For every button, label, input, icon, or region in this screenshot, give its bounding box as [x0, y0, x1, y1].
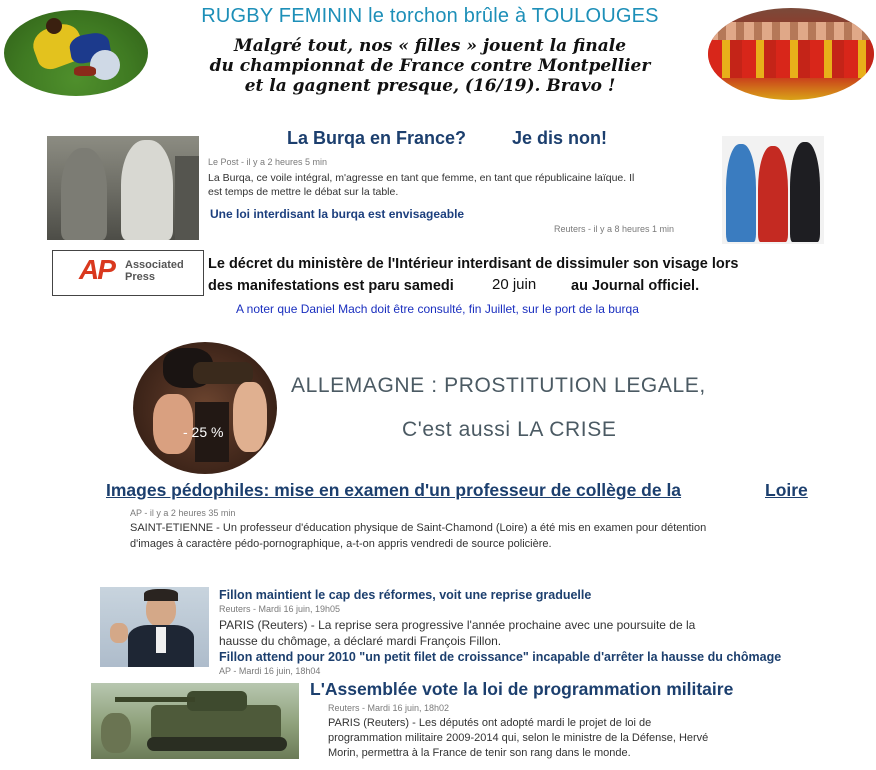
burqa-link-source: Reuters - il y a 8 heures 1 min — [554, 224, 675, 234]
decree-date: 20 juin — [492, 276, 537, 293]
burqa-body-line-2: est temps de mettre le débat sur la table. — [208, 186, 399, 198]
military-source: Reuters - Mardi 16 juin, 18h02 — [328, 703, 450, 713]
fillon-source-2: AP - Mardi 16 juin, 18h04 — [219, 666, 321, 676]
rugby-line-3: et la gagnent presque, (16/19). Bravo ! — [244, 76, 616, 96]
mach-note: A noter que Daniel Mach doit être consulté, fin Juillet, sur le port de la burqa — [236, 302, 639, 316]
rugby-line-1: Malgré tout, nos « filles » jouent la finale — [233, 36, 627, 56]
fillon-body-line-1: PARIS (Reuters) - La reprise sera progressive l'année prochaine avec une poursuite de la — [219, 618, 696, 632]
fillon-body-line-2: hausse du chômage, a déclaré mardi François Fillon. — [219, 634, 502, 648]
military-body-line-3: Morin, permettra à la France de tenir son rang dans le monde. — [328, 747, 631, 759]
rugby-team-photo — [708, 8, 874, 100]
fillon-source: Reuters - Mardi 16 juin, 19h05 — [219, 604, 341, 614]
pedo-body-line-1: SAINT-ETIENNE - Un professeur d'éducation physique de Saint-Chamond (Loire) a été mis en examen pour détention — [130, 522, 707, 534]
ap-logo-line-1: Associated — [125, 259, 184, 271]
ap-logo-line-2: Press — [125, 271, 155, 283]
burqa-body-line-1: La Burqa, ce voile intégral, m'agresse en tant que femme, en tant que républicaine laïque. Il — [208, 172, 635, 184]
pedo-headline-end[interactable]: Loire — [765, 480, 808, 500]
burqa-opinion: Je dis non! — [512, 128, 608, 148]
allemagne-line-1: ALLEMAGNE : PROSTITUTION LEGALE, — [291, 374, 706, 397]
prostitution-photo — [133, 342, 277, 474]
allemagne-line-2: C'est aussi LA CRISE — [402, 418, 617, 441]
associated-press-logo — [52, 250, 204, 296]
percent-overlay: - 25 % — [183, 424, 224, 440]
pedo-body-line-2: d'images à caractère pédo-pornographique, a-t-on appris vendredi de source policière. — [130, 538, 552, 550]
military-headline[interactable]: L'Assemblée vote la loi de programmation militaire — [310, 679, 734, 699]
decree-line-2a: des manifestations est paru samedi — [208, 278, 454, 294]
burqa-colors-photo — [722, 136, 824, 244]
rugby-title: RUGBY FEMININ le torchon brûle à TOULOUGES — [201, 5, 659, 27]
decree-line-1: Le décret du ministère de l'Intérieur interdisant de dissimuler son visage lors — [208, 256, 739, 272]
rugby-line-2: du championnat de France contre Montpellier — [209, 56, 651, 76]
pedo-headline[interactable]: Images pédophiles: mise en examen d'un professeur de collège de la — [106, 480, 682, 500]
military-body-line-2: programmation militaire 2009-2014 qui, selon le ministre de la Défense, Hervé — [328, 732, 709, 744]
burqa-source: Le Post - il y a 2 heures 5 min — [208, 157, 328, 167]
burqa-headline[interactable]: La Burqa en France? — [287, 128, 467, 148]
burqa-women-photo — [47, 136, 199, 240]
tank-photo — [91, 683, 299, 759]
ap-mark: AP — [79, 254, 114, 285]
fillon-headline[interactable]: Fillon maintient le cap des réformes, voit une reprise graduelle — [219, 588, 592, 602]
decree-line-2b: au Journal officiel. — [571, 278, 700, 294]
rugby-player-photo — [4, 10, 148, 96]
military-body-line-1: PARIS (Reuters) - Les députés ont adopté mardi le projet de loi de — [328, 717, 652, 729]
pedo-source: AP - il y a 2 heures 35 min — [130, 508, 236, 518]
fillon-photo — [100, 587, 209, 667]
fillon-headline-2[interactable]: Fillon attend pour 2010 "un petit filet de croissance" incapable d'arrêter la hausse du chômage — [219, 650, 782, 664]
burqa-ban-link[interactable]: Une loi interdisant la burqa est envisageable — [210, 207, 465, 221]
